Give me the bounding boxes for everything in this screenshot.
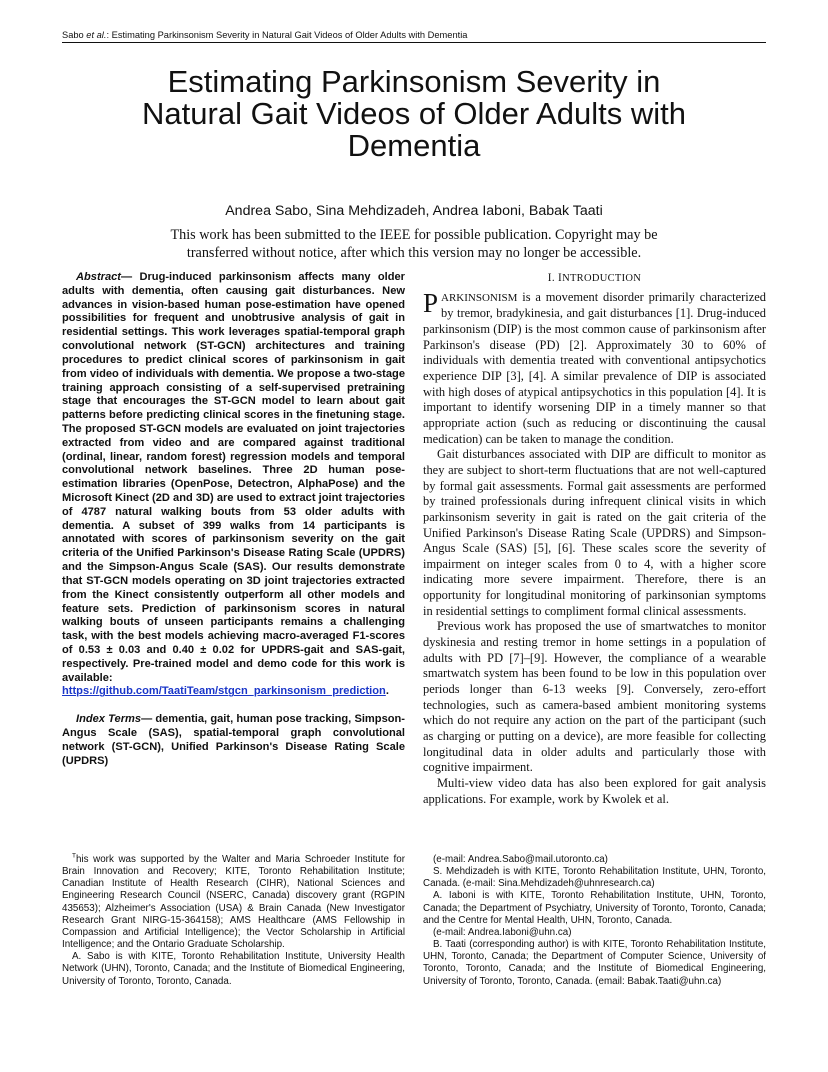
title-line-1: Estimating Parkinsonism Severity in bbox=[167, 64, 661, 99]
notice-line-2: transferred without notice, after which this version may no longer be accessible. bbox=[186, 245, 642, 261]
intro-smallcaps: ARKINSONISM bbox=[441, 291, 518, 304]
running-header-title: : Estimating Parkinsonism Severity in Natural Gait Videos of Older Adults with Dementia bbox=[106, 30, 468, 40]
intro-p1-text: is a movement disorder primarily characterized by tremor, bradykinesia, and gait disturbances [1]. Drug-induced parkinsonism (DIP) is the most common cause of parkinsonism after Parkinson's disease (PD) [2]. Approximately 30 to 60% of individuals with dementia treated with conventional antipsychotics experience DIP [3], [4]. A similar prevalence of DIP is associated with high doses of atypical antipsychotics in this population [4]. It is important to identify worsening DIP in a timely manner so that appropriate action (such as reducing or discontinuing the causal medication) can be taken to manage the condition. bbox=[423, 289, 766, 446]
intro-paragraph-2: Gait disturbances associated with DIP are difficult to monitor as they are subject to short-term fluctuations that are not well-captured by formal gait assessments. Formal gait assessments are performed by trained professionals during infrequent clinical visits in which parkinsonism severity in gait is rated on the gait criteria of the Unified Parkinson's Disease Rating Scale (UPDRS) and Simpson-Angus Scale (SAS) [5], [6]. These scales score the severity of impairment on integer scales from 0 to 4, with a higher score indicating more severe impairment. Therefore, there is an opportunity for longitudinal monitoring of parkinsonian symptoms in residential settings to compliment formal clinical assessments. bbox=[423, 447, 766, 618]
abstract-end: . bbox=[385, 685, 389, 698]
spacer bbox=[62, 699, 405, 713]
abstract-label: Abstract bbox=[76, 271, 122, 283]
footnote-sabo: A. Sabo is with KITE, Toronto Rehabilitation Institute, University Health Network (UHN), Toronto, Canada; and the Institute of Biomedical Engineering, University of Toronto, Toronto, Canada. bbox=[62, 951, 405, 987]
funding-text: his work was supported by the Walter and Maria Schroeder Institute for Brain Innovation and Recovery; KITE, Toronto Rehabilitation Institute; Canadian Institute of Health Research (CIHR), National Sciences and Engineering Research Council (NSERC, Canada) discovery grant (RGPIN 435653); Alzheimer's Association (USA) & Brain Canada (New Investigator Research Grant NIRG-15-364158); AMS Healthcare (AMS Fellowship in Compassion and Artificial Intelligence); the Vector Scholarship in Artificial Intelligence; and the Ontario Graduate Scholarship. bbox=[62, 854, 405, 951]
abstract bbox=[62, 271, 405, 699]
footnote-iaboni: A. Iaboni is with KITE, Toronto Rehabilitation Institute, UHN, Toronto, Canada; the Department of Psychiatry, University of Toronto, Toronto, Canada; and the Centre for Mental Health, UHN, Toronto, Canada. bbox=[423, 890, 766, 926]
footnote-iaboni-email: (e-mail: Andrea.Iaboni@uhn.ca) bbox=[433, 926, 572, 938]
footnote-sabo-email: (e-mail: Andrea.Sabo@mail.utoronto.ca) bbox=[433, 854, 608, 865]
drop-cap: P bbox=[423, 287, 439, 318]
notice-line-1: This work has been submitted to the IEEE for possible publication. Copyright may be bbox=[170, 227, 658, 243]
right-column bbox=[423, 271, 766, 807]
footnote-superscript: T bbox=[72, 852, 76, 860]
intro-paragraph-1 bbox=[423, 287, 766, 448]
title-line-3: Dementia bbox=[347, 128, 481, 163]
left-column bbox=[62, 271, 405, 768]
index-terms-body: — dementia, gait, human pose tracking, Simpson-Angus Scale (SAS), spatial-temporal graph convolutional network (ST-GCN), Unified Parkinson's Disease Rating Scale (UPDRS) bbox=[62, 713, 405, 767]
github-link[interactable]: https://github.com/TaatiTeam/stgcn_parkinsonism_prediction bbox=[62, 685, 386, 698]
intro-paragraph-3: Previous work has proposed the use of smartwatches to monitor dyskinesia and resting tremor in home settings in a population of adults with PD [7]–[9]. However, the compliance of a wearable smartwatch system has been found to be low in this population over periods longer than 6-13 weeks [9]. Conversely, zero-effort technologies, such as camera-based ambient monitoring systems which do not require any action on the part of the participant (such as charging or putting on a device), are more feasible for collecting longitudinal data in older adults and particularly those with cognitive impairment. bbox=[423, 619, 766, 775]
section-heading-introduction bbox=[423, 271, 766, 287]
author-list: Andrea Sabo, Sina Mehdizadeh, Andrea Iaboni, Babak Taati bbox=[225, 203, 603, 219]
abstract-body: — Drug-induced parkinsonism affects many older adults with dementia, often causing gait disturbances. New advances in vision-based human pose-estimation have opened possibilities for frequent and unobtrusive analysis of gait in residential settings. This work leverages spatial-temporal graph convolutional network (ST-GCN) architectures and training procedures to predict clinical scores of parkinsonism in gait from video of individuals with dementia. We propose a two-stage training approach consisting of a self-supervised pretraining stage that encourages the ST-GCN model to learn about gait patterns before predicting clinical scores in the finetuning stage. The proposed ST-GCN models are evaluated on joint trajectories extracted from video and are compared against traditional (ordinal, linear, random forest) regression models and temporal convolutional network baselines. Three 2D human pose-estimation libraries (OpenPose, Detectron, AlphaPose) and the Microsoft Kinect (2D and 3D) are used to extract joint trajectories of 4787 natural walking bouts from 53 older adults with dementia. A subset of 399 walks from 14 participants is annotated with scores of parkinsonism severity on the gait criteria of the Unified Parkinson's Disease Rating Scale (UPDRS) and the Simpson-Angus Scale (SAS). Our results demonstrate that ST-GCN models operating on 3D joint trajectories extracted from the Kinect consistently outperform all other models and feature sets. Prediction of parkinsonism scores in natural walking bouts of unseen participants remains a challenging task, with the best models achieving macro-averaged F1-scores of 0.53 ± 0.03 and 0.40 ± 0.02 for UPDRS-gait and SAS-gait, respectively. Pre-trained model and demo code for this work is available: bbox=[62, 271, 405, 684]
footnote-funding bbox=[62, 854, 405, 951]
footnote-mehdizadeh: S. Mehdizadeh is with KITE, Toronto Rehabilitation Institute, UHN, Toronto, Canada. (e-mail: Sina.Mehdizadeh@uhnresearch.ca) bbox=[423, 866, 766, 890]
running-header-authors: Sabo bbox=[62, 30, 87, 40]
index-terms-label: Index Terms bbox=[76, 713, 142, 726]
footnotes-right bbox=[423, 854, 766, 988]
paper-title bbox=[60, 66, 768, 162]
section-title-rest: NTRODUCTION bbox=[562, 273, 642, 284]
submission-notice bbox=[140, 226, 688, 262]
header-rule bbox=[62, 42, 766, 43]
section-number: I. bbox=[547, 272, 559, 284]
running-header-etal: et al. bbox=[86, 30, 107, 40]
footnotes-left bbox=[62, 854, 405, 988]
index-terms bbox=[62, 713, 405, 768]
running-header bbox=[62, 30, 766, 40]
title-line-2: Natural Gait Videos of Older Adults with bbox=[142, 96, 686, 131]
section-title-initial: I bbox=[558, 272, 563, 284]
footnote-taati: B. Taati (corresponding author) is with KITE, Toronto Rehabilitation Institute, UHN, Toronto, Canada; the Department of Computer Science, University of Toronto, Toronto, Canada; and the Institute of Biomedical Engineering, University of Toronto, Toronto, Canada. (email: Babak.Taati@uhn.ca) bbox=[423, 939, 766, 987]
intro-paragraph-4: Multi-view video data has also been explored for gait analysis applications. For example, work by Kwolek et al. bbox=[423, 776, 766, 806]
